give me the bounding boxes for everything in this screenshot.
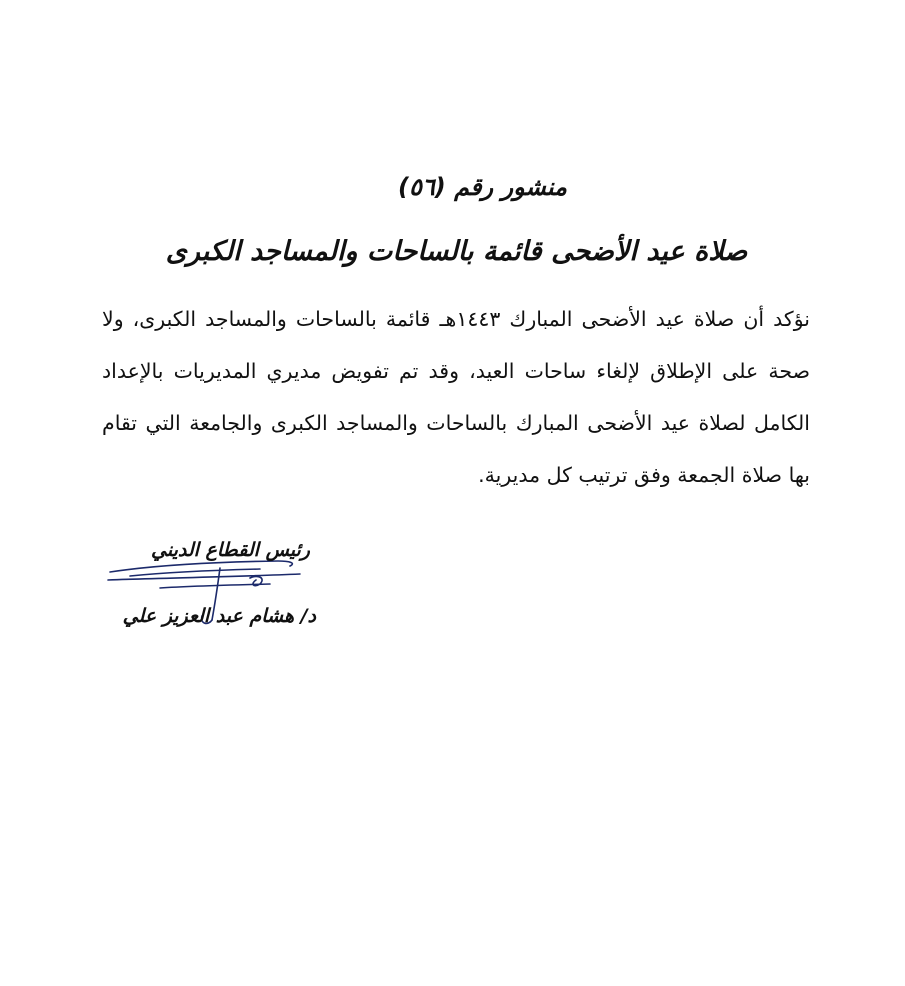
document-body: نؤكد أن صلاة عيد الأضحى المبارك ١٤٤٣هـ قائمة بالساحات والمساجد الكبرى، ولا صحة على الإطلاق لإلغاء ساحات العيد، وقد تم تفويض مديري المديريات بالإعداد الكامل لصلاة عيد الأضحى المبارك بالساحات والمساجد الكبرى والجامعة التي تقام بها صلاة الجمعة وفق ترتيب كل مديرية. <box>102 307 810 487</box>
document-headline: صلاة عيد الأضحى قائمة بالساحات والمساجد الكبرى <box>165 236 748 267</box>
signature-block <box>100 528 330 638</box>
signatory-name: د/ هشام عبد العزيز علي <box>122 605 316 627</box>
circular-number: منشور رقم (٥٦) <box>398 173 567 201</box>
signatory-title: رئيس القطاع الديني <box>151 539 310 561</box>
